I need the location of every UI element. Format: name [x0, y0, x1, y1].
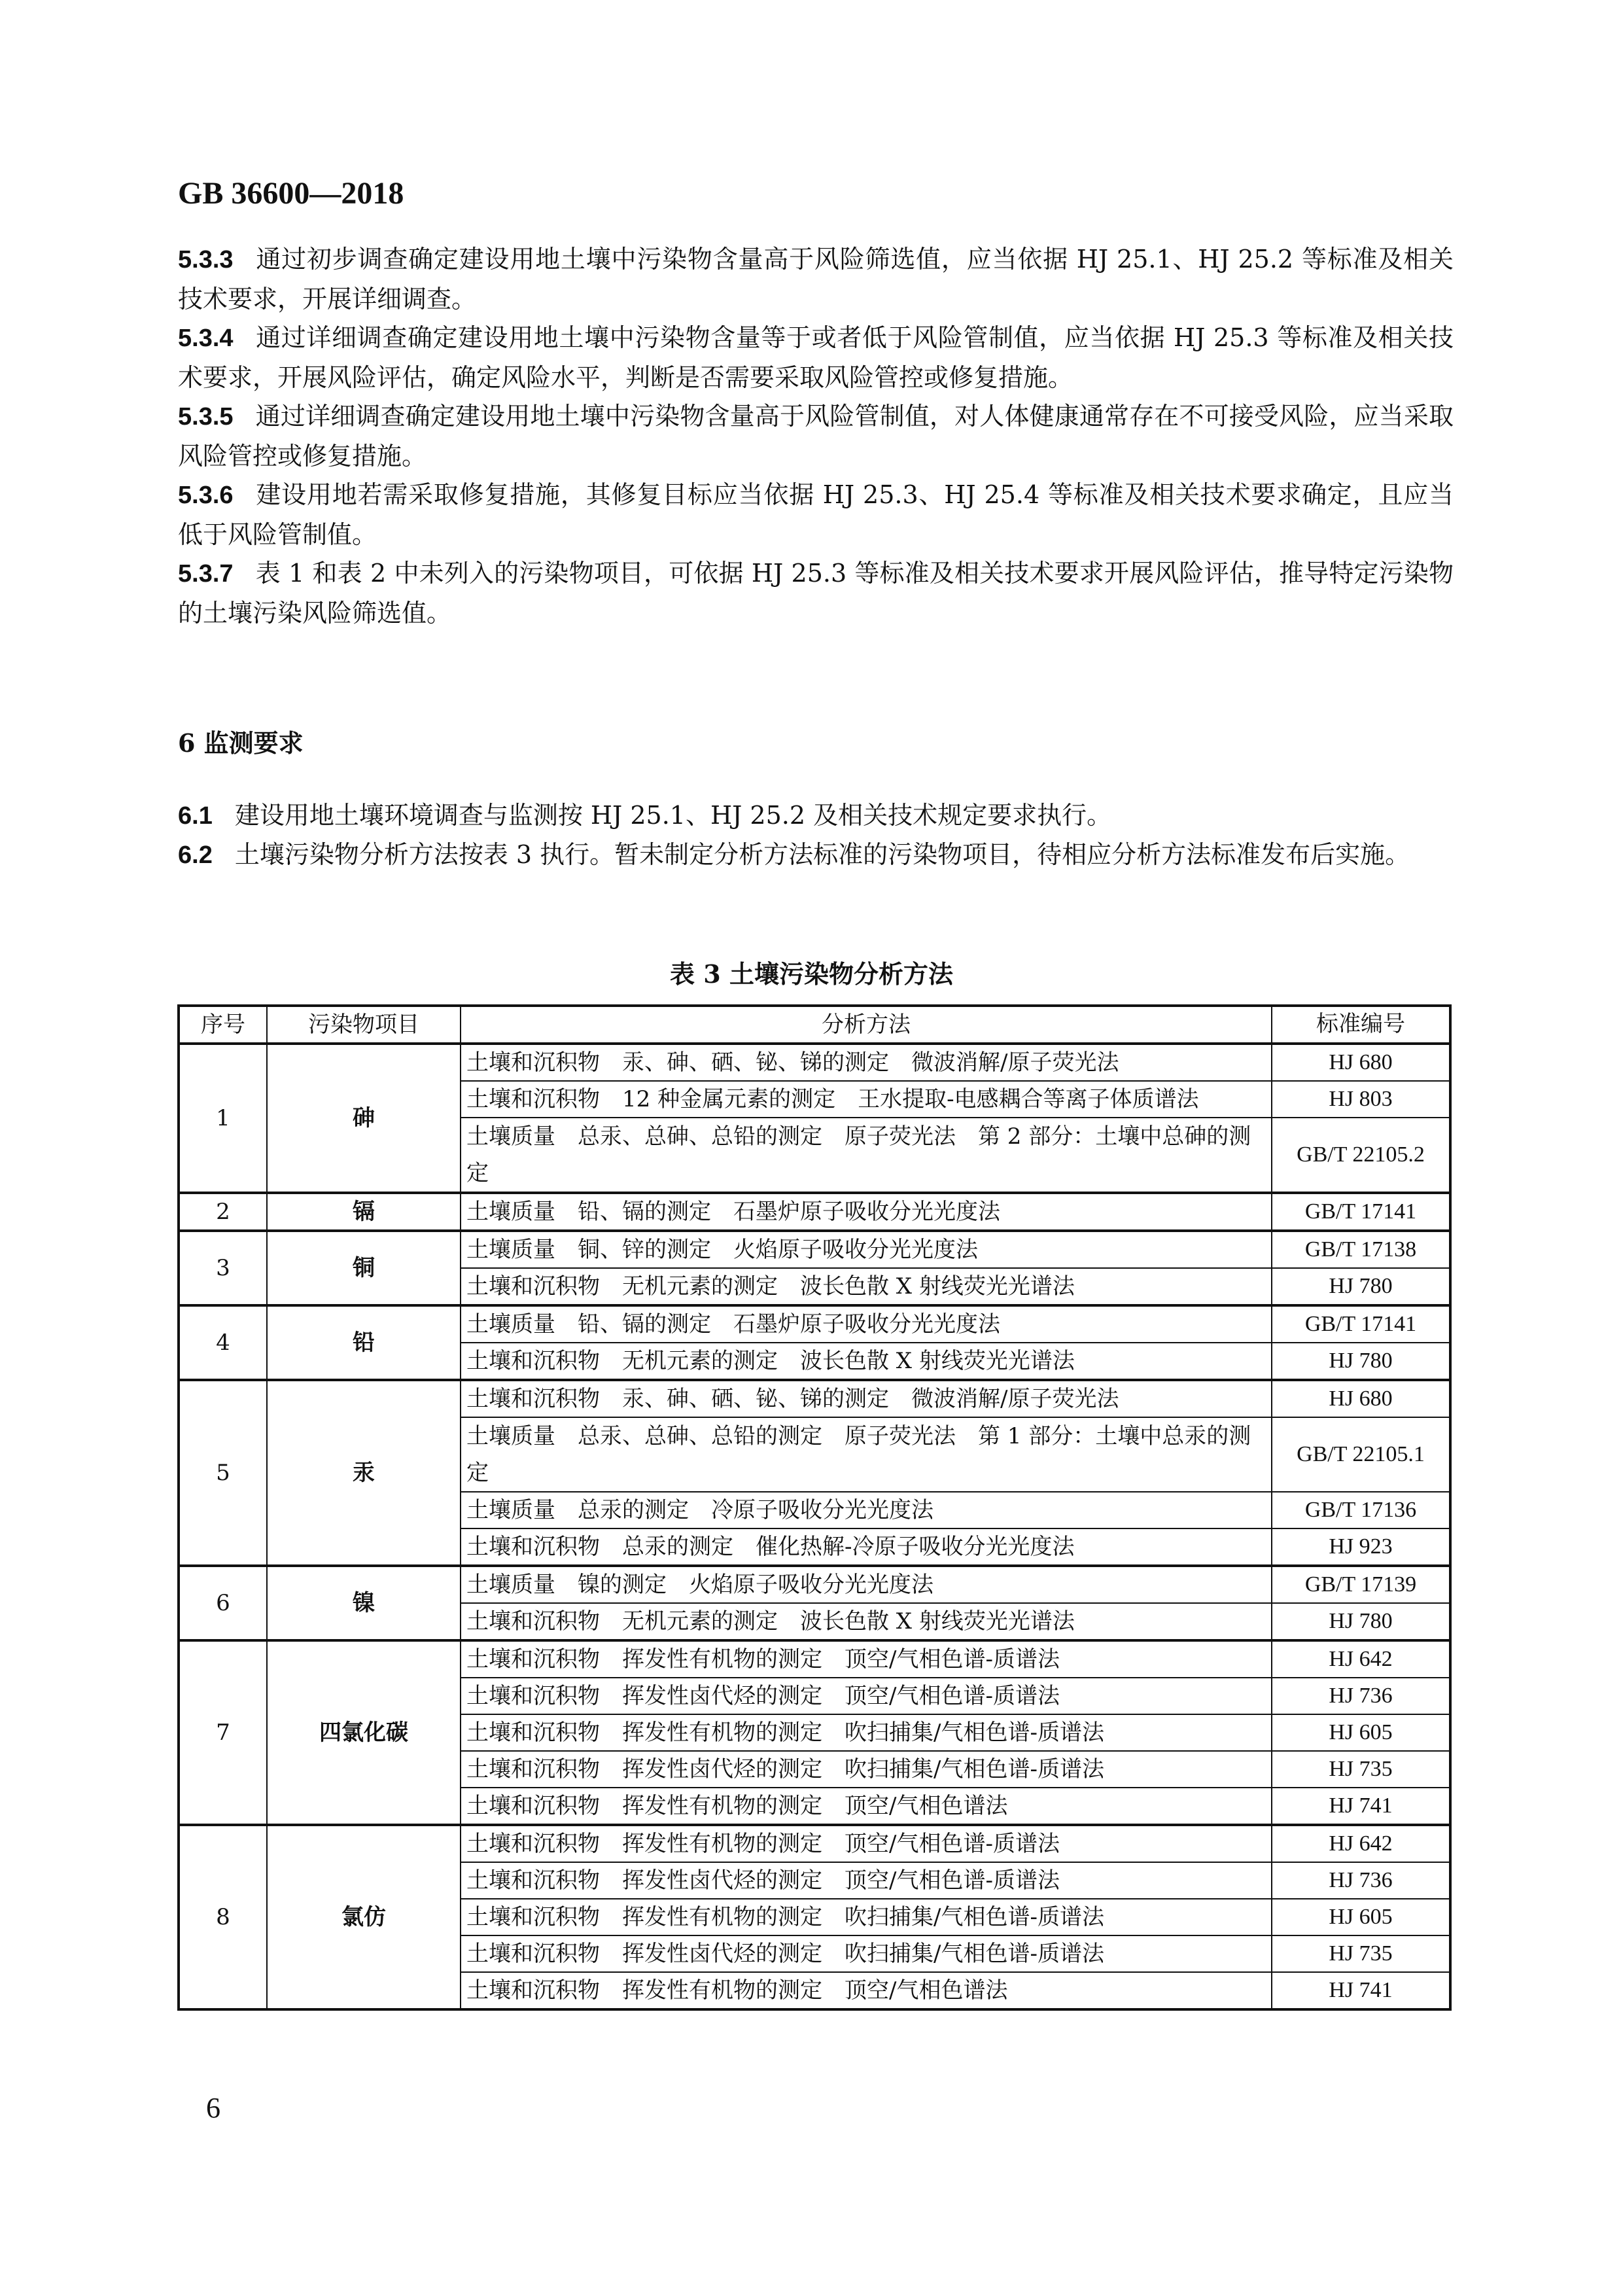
analysis-method: 土壤和沉积物 挥发性有机物的测定 吹扫捕集/气相色谱-质谱法 [461, 1714, 1272, 1751]
analysis-method: 土壤质量 铅、镉的测定 石墨炉原子吸收分光光度法 [461, 1193, 1272, 1231]
clause-5-3-6 [178, 475, 1454, 554]
clause-number: 6.1 [178, 802, 213, 830]
table-row [179, 1193, 1450, 1231]
table-row [179, 1566, 1450, 1603]
standard-code: GB/T 17141 [1272, 1193, 1450, 1231]
analysis-method: 土壤和沉积物 无机元素的测定 波长色散 X 射线荧光光谱法 [461, 1268, 1272, 1305]
clause-number: 6.2 [178, 841, 213, 869]
standard-code: HJ 736 [1272, 1678, 1450, 1714]
clause-6-2 [178, 835, 1454, 875]
analysis-methods-table [177, 1004, 1452, 2011]
standard-code: HJ 803 [1272, 1081, 1450, 1118]
analysis-method: 土壤质量 总汞、总砷、总铅的测定 原子荧光法 第 2 部分：土壤中总砷的测定 [461, 1118, 1272, 1193]
clause-number: 5.3.3 [178, 246, 234, 274]
clause-number: 5.3.7 [178, 560, 234, 588]
analysis-method: 土壤和沉积物 12 种金属元素的测定 王水提取-电感耦合等离子体质谱法 [461, 1081, 1272, 1118]
clause-text: 土壤污染物分析方法按表 3 执行。暂未制定分析方法标准的污染物项目，待相应分析方法标准发布后实施。 [234, 840, 1410, 869]
standard-code: HJ 780 [1272, 1268, 1450, 1305]
standard-number-header: GB 36600—2018 [178, 176, 404, 211]
standard-code: HJ 780 [1272, 1603, 1450, 1640]
analysis-method: 土壤和沉积物 无机元素的测定 波长色散 X 射线荧光光谱法 [461, 1603, 1272, 1640]
analysis-method: 土壤和沉积物 挥发性卤代烃的测定 吹扫捕集/气相色谱-质谱法 [461, 1935, 1272, 1972]
pollutant-name: 镍 [267, 1566, 461, 1640]
analysis-method: 土壤和沉积物 挥发性卤代烃的测定 顶空/气相色谱-质谱法 [461, 1678, 1272, 1714]
analysis-method: 土壤和沉积物 挥发性卤代烃的测定 顶空/气相色谱-质谱法 [461, 1862, 1272, 1899]
pollutant-name: 四氯化碳 [267, 1640, 461, 1825]
clause-text: 通过详细调查确定建设用地土壤中污染物含量等于或者低于风险管制值，应当依据 HJ 25.3 等标准及相关技术要求，开展风险评估，确定风险水平，判断是否需要采取风险管控或修复措施。 [178, 323, 1454, 392]
clause-text: 建设用地若需采取修复措施，其修复目标应当依据 HJ 25.3、HJ 25.4 等标准及相关技术要求确定，且应当低于风险管制值。 [178, 480, 1454, 549]
analysis-method: 土壤质量 铜、锌的测定 火焰原子吸收分光光度法 [461, 1231, 1272, 1268]
standard-code: GB/T 17136 [1272, 1492, 1450, 1528]
clause-5-3-5 [178, 397, 1454, 476]
analysis-method: 土壤和沉积物 挥发性有机物的测定 吹扫捕集/气相色谱-质谱法 [461, 1899, 1272, 1935]
pollutant-name: 氯仿 [267, 1825, 461, 2009]
row-number: 5 [179, 1380, 267, 1566]
clause-text: 表 1 和表 2 中未列入的污染物项目，可依据 HJ 25.3 等标准及相关技术要求开展风险评估，推导特定污染物的土壤污染风险筛选值。 [178, 559, 1454, 627]
clause-5-3-4 [178, 318, 1454, 397]
row-number: 6 [179, 1566, 267, 1640]
analysis-method: 土壤和沉积物 挥发性有机物的测定 顶空/气相色谱-质谱法 [461, 1825, 1272, 1862]
pollutant-name: 镉 [267, 1193, 461, 1231]
analysis-method: 土壤质量 总汞、总砷、总铅的测定 原子荧光法 第 1 部分：土壤中总汞的测定 [461, 1417, 1272, 1492]
table-row [179, 1305, 1450, 1343]
header-standard: 标准编号 [1272, 1006, 1450, 1044]
table-caption: 表 3 土壤污染物分析方法 [670, 959, 953, 989]
analysis-method: 土壤和沉积物 挥发性有机物的测定 顶空/气相色谱法 [461, 1972, 1272, 2009]
row-number: 4 [179, 1305, 267, 1380]
page-number: 6 [206, 2092, 220, 2124]
standard-code: GB/T 22105.1 [1272, 1417, 1450, 1492]
standard-code: GB/T 22105.2 [1272, 1118, 1450, 1193]
standard-code: GB/T 17138 [1272, 1231, 1450, 1268]
pollutant-name: 砷 [267, 1044, 461, 1193]
table-row [179, 1640, 1450, 1678]
standard-code: HJ 605 [1272, 1714, 1450, 1751]
standard-code: HJ 735 [1272, 1751, 1450, 1788]
header-pollutant: 污染物项目 [267, 1006, 461, 1044]
row-number: 7 [179, 1640, 267, 1825]
table-row [179, 1044, 1450, 1081]
analysis-method: 土壤质量 镍的测定 火焰原子吸收分光光度法 [461, 1566, 1272, 1603]
table-header-row [179, 1006, 1450, 1044]
analysis-method: 土壤质量 总汞的测定 冷原子吸收分光光度法 [461, 1492, 1272, 1528]
analysis-method: 土壤和沉积物 无机元素的测定 波长色散 X 射线荧光光谱法 [461, 1343, 1272, 1380]
row-number: 8 [179, 1825, 267, 2009]
table-row [179, 1231, 1450, 1268]
row-number: 2 [179, 1193, 267, 1231]
standard-code: GB/T 17141 [1272, 1305, 1450, 1343]
header-no: 序号 [179, 1006, 267, 1044]
standard-code: HJ 741 [1272, 1972, 1450, 2009]
standard-code: GB/T 17139 [1272, 1566, 1450, 1603]
clause-6-1 [178, 796, 1454, 836]
analysis-method: 土壤和沉积物 汞、砷、硒、铋、锑的测定 微波消解/原子荧光法 [461, 1380, 1272, 1417]
row-number: 1 [179, 1044, 267, 1193]
table-row [179, 1825, 1450, 1862]
clause-text: 通过初步调查确定建设用地土壤中污染物含量高于风险筛选值，应当依据 HJ 25.1、HJ 25.2 等标准及相关技术要求，开展详细调查。 [178, 245, 1454, 313]
row-number: 3 [179, 1231, 267, 1305]
standard-code: HJ 735 [1272, 1935, 1450, 1972]
clause-text: 通过详细调查确定建设用地土壤中污染物含量高于风险管制值，对人体健康通常存在不可接受风险，应当采取风险管控或修复措施。 [178, 402, 1454, 470]
analysis-method: 土壤和沉积物 总汞的测定 催化热解-冷原子吸收分光光度法 [461, 1528, 1272, 1566]
clause-number: 5.3.4 [178, 325, 234, 352]
clause-5-3-7 [178, 554, 1454, 633]
header-method: 分析方法 [461, 1006, 1272, 1044]
table-row [179, 1380, 1450, 1417]
standard-code: HJ 642 [1272, 1640, 1450, 1678]
standard-code: HJ 736 [1272, 1862, 1450, 1899]
clause-number: 5.3.5 [178, 403, 234, 431]
pollutant-name: 铅 [267, 1305, 461, 1380]
standard-code: HJ 680 [1272, 1380, 1450, 1417]
analysis-method: 土壤质量 铅、镉的测定 石墨炉原子吸收分光光度法 [461, 1305, 1272, 1343]
clause-number: 5.3.6 [178, 482, 234, 509]
analysis-method: 土壤和沉积物 挥发性卤代烃的测定 吹扫捕集/气相色谱-质谱法 [461, 1751, 1272, 1788]
clause-text: 建设用地土壤环境调查与监测按 HJ 25.1、HJ 25.2 及相关技术规定要求执行。 [234, 801, 1112, 830]
section-title: 6 监测要求 [178, 728, 304, 758]
analysis-method: 土壤和沉积物 挥发性有机物的测定 顶空/气相色谱-质谱法 [461, 1640, 1272, 1678]
standard-code: HJ 605 [1272, 1899, 1450, 1935]
clause-5-3-3 [178, 239, 1454, 319]
analysis-method: 土壤和沉积物 汞、砷、硒、铋、锑的测定 微波消解/原子荧光法 [461, 1044, 1272, 1081]
standard-code: HJ 923 [1272, 1528, 1450, 1566]
pollutant-name: 汞 [267, 1380, 461, 1566]
standard-code: HJ 741 [1272, 1788, 1450, 1825]
analysis-method: 土壤和沉积物 挥发性有机物的测定 顶空/气相色谱法 [461, 1788, 1272, 1825]
standard-code: HJ 780 [1272, 1343, 1450, 1380]
standard-code: HJ 680 [1272, 1044, 1450, 1081]
pollutant-name: 铜 [267, 1231, 461, 1305]
standard-code: HJ 642 [1272, 1825, 1450, 1862]
